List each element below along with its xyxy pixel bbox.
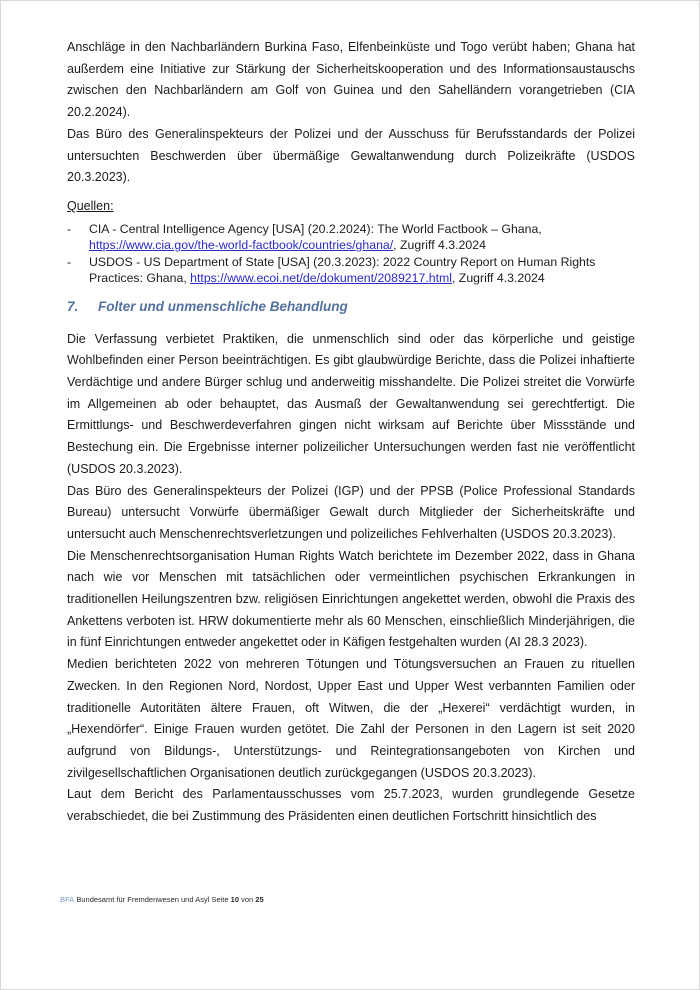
body-paragraph: Anschläge in den Nachbarländern Burkina Faso, Elfenbeinküste und Togo verübt haben; Ghana hat außerdem eine Initiative zur Stärkung der Sicherheitskooperation und des Informationsaustauschs zwischen den Nachbarländern am Golf von Guinea und den Sahelländern vorangetrieben (CIA 20.2.2024). [67, 40, 635, 120]
source-citation-text: CIA - Central Intelligence Agency [USA] (20.2.2024): The World Factbook – Ghana, [89, 221, 542, 236]
page-footer [58, 895, 264, 904]
source-item [67, 221, 635, 254]
body-paragraph: Das Büro des Generalinspekteurs der Polizei (IGP) und der PPSB (Police Professional Standards Bureau) untersucht Vorwürfe übermäßiger Gewalt durch Mitglieder der Sicherheitskräfte und untersucht auch Menschenrechtsverletzungen und polizeiliches Fehlverhalten (USDOS 20.3.2023). [67, 483, 635, 541]
section-body [67, 329, 635, 828]
sources-list [67, 221, 635, 287]
document-content [67, 37, 635, 828]
footer-page-total: 25 [255, 895, 264, 904]
source-item [67, 254, 635, 287]
footer-page-number: 10 [230, 895, 240, 904]
body-paragraph: Die Verfassung verbietet Praktiken, die unmenschlich sind oder das körperliche und geistige Wohlbefinden einer Person beeinträchtigen. Es gibt glaubwürdige Berichte, dass die Polizei inhaftierte Verdächtige und andere Bürger schlug und anderweitig misshandelte. Die Polizei streitet die Vorwürfe im Allgemeinen ab oder behauptet, das Ausmaß der Gewaltanwendung sei gerechtfertigt. Die Ermittlungs- und Beschwerdeverfahren gingen nicht wirksam auf Berichte über Missstände und Bestechung ein. Die Ergebnisse interner polizeilicher Untersuchungen werden fast nie veröffentlicht (USDOS 20.3.2023). [67, 331, 635, 476]
footer-office-name: Bundesamt für Fremdenwesen und Asyl [76, 895, 210, 904]
source-hyperlink[interactable]: https://www.cia.gov/the-world-factbook/countries/ghana/ [89, 238, 394, 253]
sources-heading: Quellen: [67, 198, 114, 213]
list-dash: - [67, 221, 72, 236]
section-heading [67, 298, 635, 316]
source-hyperlink[interactable]: https://www.ecoi.net/de/dokument/2089217.html [190, 271, 452, 286]
footer-of-label: von [241, 895, 254, 904]
section-number: 7. [67, 298, 79, 314]
source-citation [89, 254, 635, 287]
body-paragraph: Laut dem Bericht des Parlamentausschusses vom 25.7.2023, wurden grundlegende Gesetze verabschiedet, die bei Zustimmung des Präsidenten einen deutlichen Fortschritt hinsichtlich des [67, 787, 635, 824]
source-citation-suffix: , Zugriff 4.3.2024 [451, 271, 545, 286]
footer-logo-dot: . [58, 895, 61, 904]
source-citation-suffix: , Zugriff 4.3.2024 [393, 238, 486, 253]
body-paragraph: Medien berichteten 2022 von mehreren Tötungen und Tötungsversuchen an Frauen zu rituellen Zwecken. In den Regionen Nord, Nordost, Upper East und Upper West verbannten Familien oder traditionelle Autoritäten ältere Frauen, oft Witwen, die der „Hexerei“ verdächtigt wurden, in „Hexendörfer“. Einige Frauen wurden getötet. Die Zahl der Personen in den Lagern ist seit 2020 aufgrund von Bildungs-, Unterstützungs- und Reintegrationsangeboten von Kirchen und zivilgesellschaftlichen Organisationen deutlich zurückgegangen (USDOS 20.3.2023). [67, 657, 635, 780]
body-paragraph: Die Menschenrechtsorganisation Human Rights Watch berichtete im Dezember 2022, dass in Ghana nach wie vor Menschen mit tatsächlichen oder vermeintlichen psychischen Erkrankungen in traditionellen Heilungszentren bzw. religiösen Einrichtungen angekettet werden, obwohl die Praxis des Ankettens verboten ist. HRW dokumentierte mehr als 60 Menschen, einschließlich Minderjährigen, die in fünf Einrichtungen entweder angekettet oder in Käfigen festgehalten wurden (AI 28.3 2023). [67, 548, 635, 650]
footer-page-label: Seite [211, 895, 229, 904]
body-paragraph: Das Büro des Generalinspekteurs der Polizei und der Ausschuss für Berufsstandards der Polizei untersuchten Beschwerden über übermäßige Gewaltanwendung durch Polizeikräfte (USDOS 20.3.2023). [67, 126, 635, 185]
source-citation-text: USDOS - US Department of State [USA] (20.3.2023): 2022 Country Report on Human Rights Practices: Ghana, [89, 254, 596, 286]
bfa-logo: BFA [60, 895, 75, 904]
source-citation [89, 221, 635, 254]
list-dash: - [67, 254, 72, 269]
section-title: Folter und unmenschliche Behandlung [98, 298, 348, 314]
